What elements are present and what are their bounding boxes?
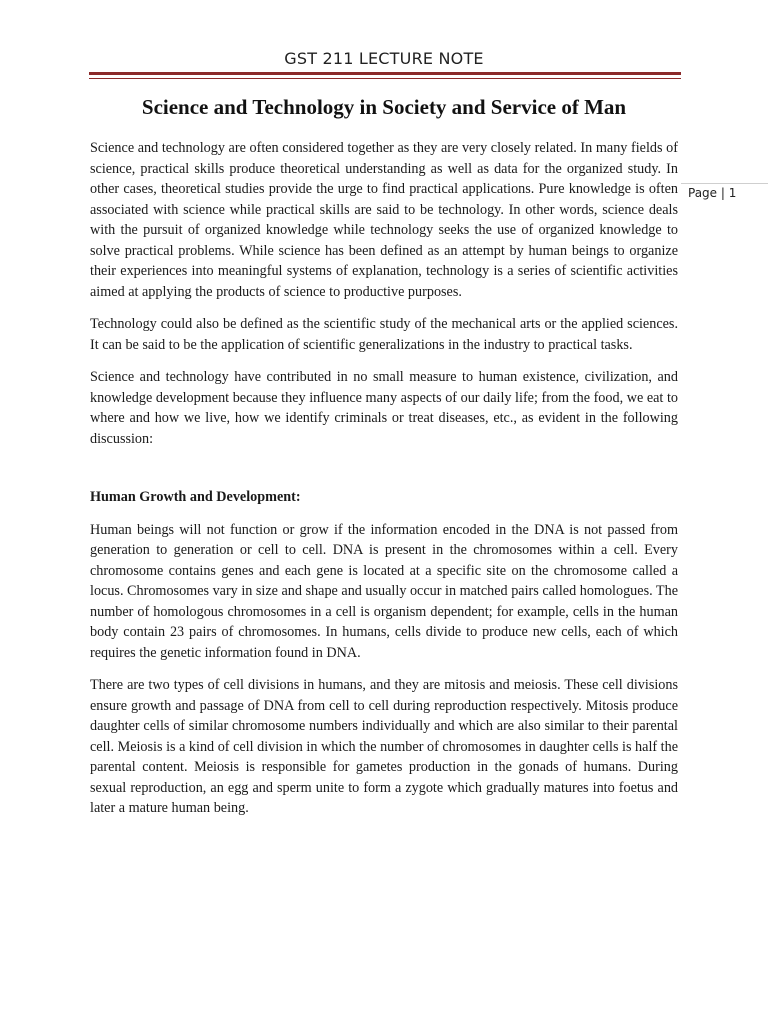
paragraph-intro-3: Science and technology have contributed in no small measure to human existence, civilization, and knowledge development because they influence many aspects of our daily life; from the food, we eat to where and how we live, how we identify criminals or treat diseases, etc., as evident in the following discussion: xyxy=(90,369,678,447)
paragraph-intro-1: Science and technology are often considered together as they are very closely related. In many fields of science, practical skills produce theoretical understanding as well as data for the organized study. In other cases, theoretical studies provide the urge to find practical applications. Pure knowledge is often associated with science while practical skills are said to be technology. In other words, science deals with the pursuit of organized knowledge while technology seeks the use of organized knowledge to solve practical problems. While science has been defined as an attempt by human beings to organize their experiences into meaningful systems of explanation, technology is a series of scientific activities aimed at applying the products of science to productive purposes. xyxy=(90,140,678,300)
paragraph-section-2: There are two types of cell divisions in humans, and they are mitosis and meiosis. These cell divisions ensure growth and passage of DNA from cell to cell during reproduction respectively. Mitosis produce daughter cells of similar chromosome numbers individually and which are also similar to their parental cell. Meiosis is a kind of cell division in which the number of chromosomes in daughter cells is half the parental content. Meiosis is responsible for gametes production in the gonads of humans. During sexual reproduction, an egg and sperm unite to form a zygote which gradually matures into foetus and later a mature human being. xyxy=(90,677,678,816)
section-heading: Human Growth and Development: xyxy=(90,489,301,505)
page-number: Page | 1 xyxy=(688,186,737,200)
header-rule-thick xyxy=(89,72,681,75)
document-title: Science and Technology in Society and Service of Man xyxy=(141,95,627,119)
running-header: GST 211 LECTURE NOTE xyxy=(284,49,484,68)
header-rule-thin xyxy=(89,78,681,79)
paragraph-intro-2: Technology could also be defined as the scientific study of the mechanical arts or the applied sciences. It can be said to be the application of scientific generalizations in the industry to practical tasks. xyxy=(90,316,678,353)
paragraph-section-1: Human beings will not function or grow if the information encoded in the DNA is not passed from generation to generation or cell to cell. DNA is present in the chromosomes within a cell. Every chromosome contains genes and each gene is located at a specific site on the chromosome called a locus. Chromosomes vary in size and shape and usually occur in matched pairs called homologues. The number of homologous chromosomes in a cell is organism dependent; for example, cells in the human body contain 23 pairs of chromosomes. In humans, cells divide to produce new cells, each of which requires the genetic information found in DNA. xyxy=(90,521,678,661)
page-number-divider xyxy=(681,183,768,184)
document-body xyxy=(90,138,678,831)
